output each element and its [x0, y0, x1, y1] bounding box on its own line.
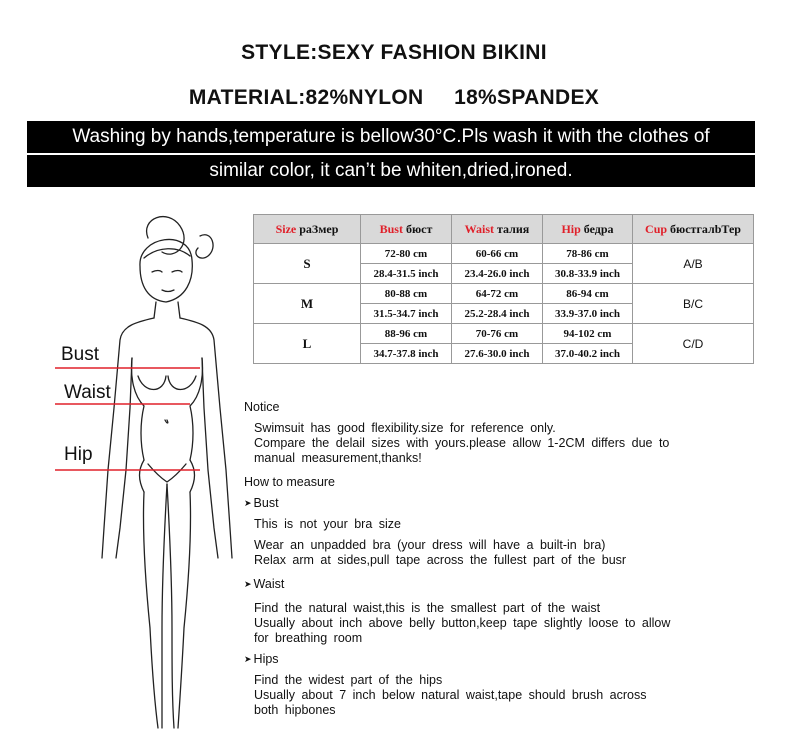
waist-inch-cell: 23.4-26.0 inch	[452, 264, 543, 284]
bust-instruction: This is not your bra size	[254, 517, 401, 531]
arrow-icon: ➤	[244, 654, 252, 664]
waist-instruction: for breathing room	[254, 631, 363, 645]
notice-line: manual measurement,thanks!	[254, 451, 422, 465]
size-cell: L	[254, 324, 361, 364]
hips-section-title: ➤ Hips	[244, 652, 279, 666]
wash-instructions-line-1: Washing by hands,temperature is bellow30°C.Pls wash it with the clothes of	[27, 121, 755, 153]
hip-cm-cell: 86-94 cm	[543, 284, 633, 304]
measurement-notes	[244, 400, 764, 718]
waist-column-header: Waist талия	[452, 215, 543, 244]
bust-instruction: Wear an unpadded bra (your dress will have a built-in bra)	[254, 538, 606, 552]
hip-label: Hip	[64, 444, 93, 465]
bust-inch-cell: 28.4-31.5 inch	[361, 264, 452, 284]
bust-column-header: Bust бюст	[361, 215, 452, 244]
table-row	[254, 324, 754, 344]
hip-column-header: Hip бедра	[543, 215, 633, 244]
cup-cell: C/D	[633, 324, 754, 364]
cup-column-header: Cup бюстгалbТер	[633, 215, 754, 244]
size-chart-table	[253, 214, 754, 364]
waist-label: Waist	[64, 382, 111, 403]
waist-cm-cell: 70-76 cm	[452, 324, 543, 344]
size-cell: M	[254, 284, 361, 324]
hip-cm-cell: 94-102 cm	[543, 324, 633, 344]
bust-section-title: ➤ Bust	[244, 496, 279, 510]
body-figure-illustration	[40, 208, 240, 738]
hip-inch-cell: 30.8-33.9 inch	[543, 264, 633, 284]
waist-section-title: ➤ Waist	[244, 577, 285, 591]
how-to-measure-title: How to measure	[244, 475, 336, 489]
bust-inch-cell: 31.5-34.7 inch	[361, 304, 452, 324]
hips-instruction: Find the widest part of the hips	[254, 673, 443, 687]
table-row	[254, 244, 754, 264]
bust-cm-cell: 80-88 cm	[361, 284, 452, 304]
hip-inch-cell: 33.9-37.0 inch	[543, 304, 633, 324]
hip-cm-cell: 78-86 cm	[543, 244, 633, 264]
bust-label: Bust	[61, 344, 100, 365]
material-heading: MATERIAL:82%NYLON 18%SPANDEX	[188, 86, 600, 109]
size-cell: S	[254, 244, 361, 284]
bust-inch-cell: 34.7-37.8 inch	[361, 344, 452, 364]
bust-cm-cell: 72-80 cm	[361, 244, 452, 264]
bust-cm-cell: 88-96 cm	[361, 324, 452, 344]
wash-instructions-line-2: similar color, it can’t be whiten,dried,ironed.	[27, 155, 755, 187]
waist-inch-cell: 25.2-28.4 inch	[452, 304, 543, 324]
size-column-header: Size paЗмер	[254, 215, 361, 244]
cup-cell: A/B	[633, 244, 754, 284]
table-header-row	[254, 215, 754, 244]
cup-cell: B/C	[633, 284, 754, 324]
style-heading: STYLE:SEXY FASHION BIKINI	[241, 41, 547, 64]
notice-line: Compare the delail sizes with yours.please allow 1-2CM differs due to	[254, 436, 670, 450]
arrow-icon: ➤	[244, 498, 252, 508]
waist-cm-cell: 64-72 cm	[452, 284, 543, 304]
table-row	[254, 284, 754, 304]
notice-title: Notice	[244, 400, 280, 414]
waist-cm-cell: 60-66 cm	[452, 244, 543, 264]
hips-instruction: Usually about 7 inch below natural waist,tape should brush across	[254, 688, 647, 702]
bust-instruction: Relax arm at sides,pull tape across the fullest part of the busr	[254, 553, 627, 567]
hips-instruction: both hipbones	[254, 703, 336, 717]
notice-line: Swimsuit has good flexibility.size for reference only.	[254, 421, 556, 435]
waist-instruction: Usually about inch above belly button,keep tape slightly loose to allow	[254, 616, 671, 630]
arrow-icon: ➤	[244, 579, 252, 589]
hip-inch-cell: 37.0-40.2 inch	[543, 344, 633, 364]
waist-inch-cell: 27.6-30.0 inch	[452, 344, 543, 364]
waist-instruction: Find the natural waist,this is the smallest part of the waist	[254, 601, 601, 615]
